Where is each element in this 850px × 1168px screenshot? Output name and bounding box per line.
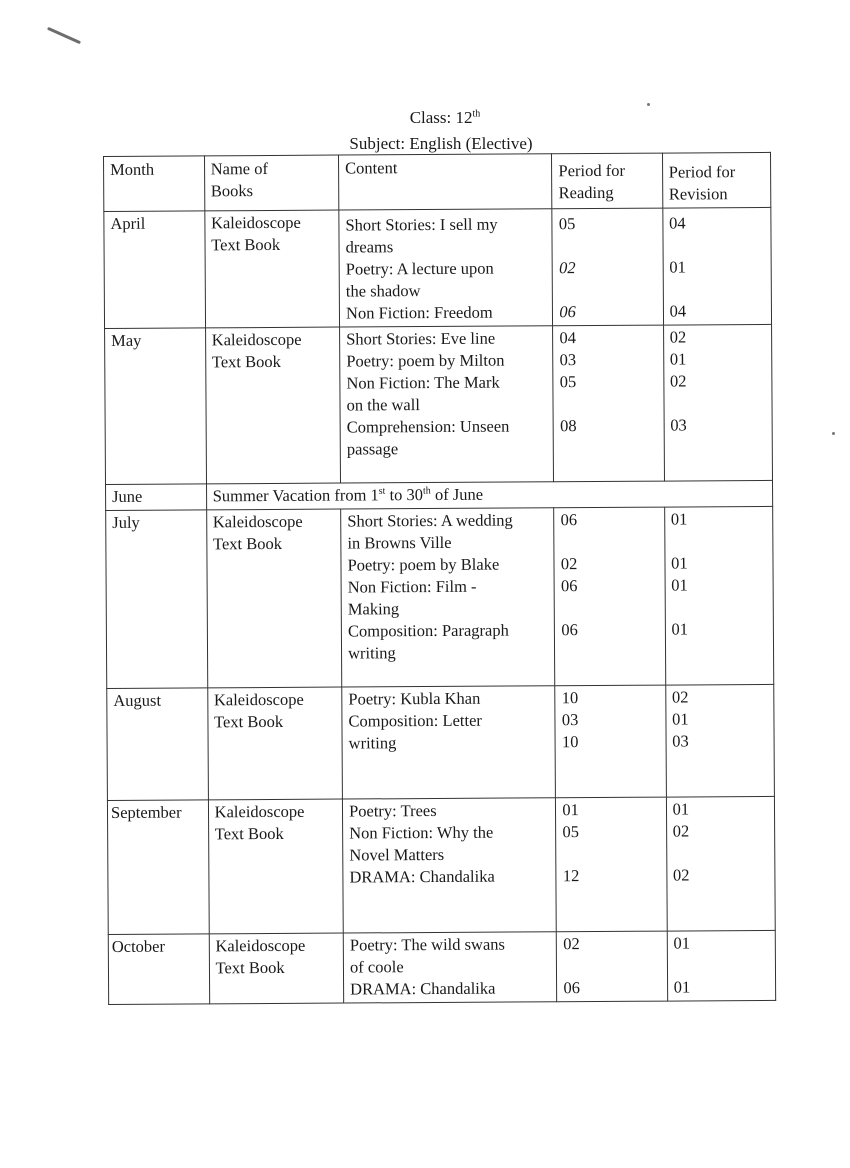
scan-speck <box>647 103 650 106</box>
month-cell: April <box>104 211 205 329</box>
reading-cell: 05 02 06 <box>552 208 663 326</box>
header-month: Month <box>104 156 205 212</box>
month-cell: September <box>107 800 208 935</box>
table-row <box>104 207 772 328</box>
subject-heading: Subject: English (Elective) <box>349 134 533 153</box>
reading-cell: 10 03 10 <box>555 685 666 798</box>
table-row <box>108 930 775 1004</box>
class-heading: Class: 12th <box>409 108 481 127</box>
reading-cell: 04 03 05 08 <box>553 325 664 482</box>
revision-cell: 01 01 01 01 <box>664 506 773 685</box>
content-cell: Short Stories: I sell my dreams Poetry: A lecture upon the shadow Non Fiction: Freedom <box>339 209 553 327</box>
revision-cell: 02 01 03 <box>665 684 774 797</box>
book-cell: Kaleidoscope Text Book <box>204 210 339 328</box>
book-cell: Kaleidoscope Text Book <box>208 799 343 934</box>
content-cell: Poetry: Kubla Khan Composition: Letter writing <box>342 686 556 799</box>
month-cell: July <box>106 510 208 689</box>
table-row <box>107 796 775 934</box>
syllabus-table <box>103 152 776 1005</box>
month-cell: May <box>105 328 207 485</box>
header-row <box>104 152 771 211</box>
content-cell: Short Stories: A wedding in Browns Ville Poetry: poem by Blake Non Fiction: Film - Making Composition: Paragraph writing <box>341 508 555 687</box>
revision-cell: 02 01 02 03 <box>663 324 772 481</box>
content-cell: Poetry: The wild swans of coole DRAMA: Chandalika <box>343 932 557 1003</box>
scan-speck <box>832 432 835 435</box>
reading-cell: 01 05 12 <box>556 797 667 932</box>
content-cell: Poetry: Trees Non Fiction: Why the Novel Matters DRAMA: Chandalika <box>342 798 556 933</box>
scan-artifact-mark <box>47 27 81 44</box>
revision-cell: 04 01 04 <box>662 207 771 325</box>
book-cell: Kaleidoscope Text Book <box>205 327 340 484</box>
month-cell: August <box>107 688 208 801</box>
table-row <box>107 684 775 800</box>
vacation-note: Summer Vacation from 1st to 30th of June <box>206 480 773 509</box>
content-cell: Short Stories: Eve line Poetry: poem by Milton Non Fiction: The Mark on the wall Comprehension: Unseen passage <box>340 326 554 483</box>
table-row <box>106 506 774 688</box>
reading-cell: 02 06 <box>557 931 668 1002</box>
header-revision: Period for Revision <box>662 152 771 208</box>
header-books: Name of Books <box>204 155 339 211</box>
header-content: Content <box>339 154 553 210</box>
table-row <box>105 324 773 484</box>
revision-cell: 01 02 02 <box>666 796 775 931</box>
book-cell: Kaleidoscope Text Book <box>206 509 342 688</box>
book-cell: Kaleidoscope Text Book <box>207 687 342 800</box>
month-cell: June <box>106 484 207 511</box>
header-reading: Period for Reading <box>552 153 663 209</box>
month-cell: October <box>108 934 209 1005</box>
revision-cell: 01 01 <box>667 930 776 1001</box>
table-row <box>106 480 773 510</box>
book-cell: Kaleidoscope Text Book <box>209 933 344 1004</box>
reading-cell: 06 02 06 06 <box>554 507 665 686</box>
